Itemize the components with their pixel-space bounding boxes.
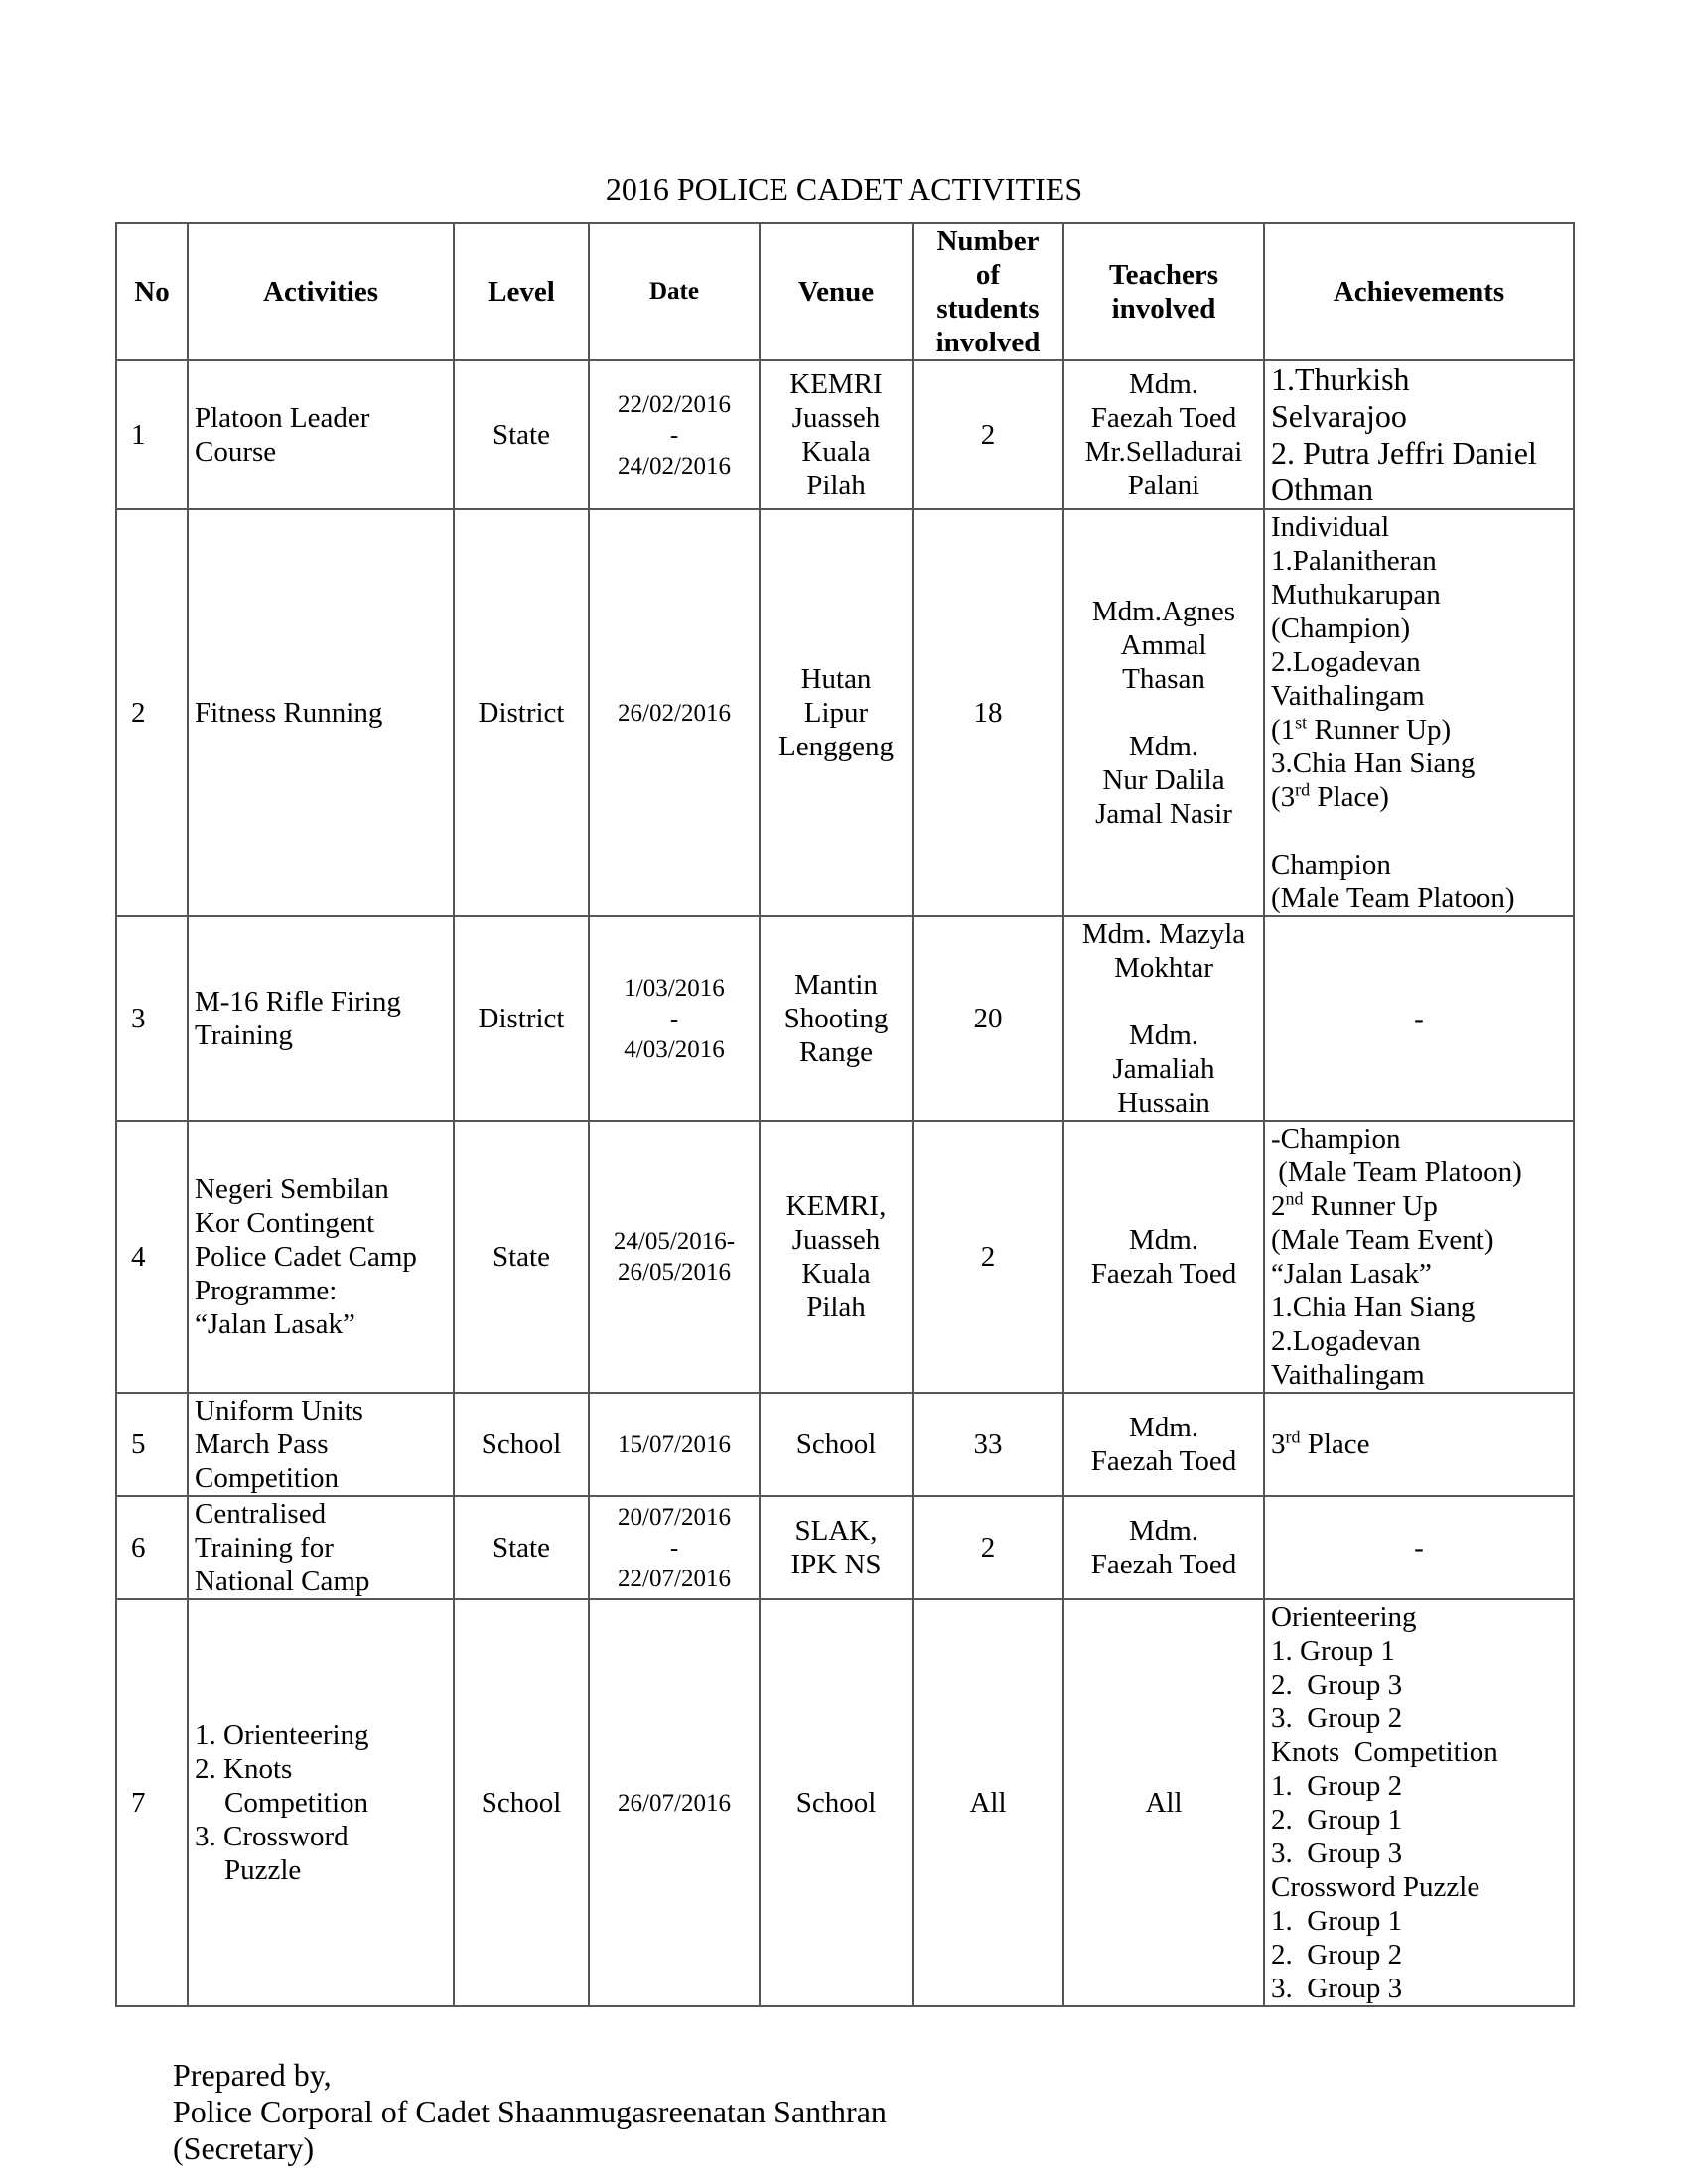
cell-students: All bbox=[913, 1599, 1063, 2006]
cell-no: 2 bbox=[116, 509, 188, 916]
date-line: 22/02/2016 bbox=[618, 390, 731, 418]
teacher-line: Jamal Nasir bbox=[1095, 798, 1232, 830]
cell-students: 2 bbox=[913, 360, 1063, 509]
activity-line: Negeri Sembilan bbox=[195, 1173, 389, 1205]
teacher-line: Mokhtar bbox=[1114, 952, 1213, 984]
venue-line: Kuala bbox=[801, 436, 871, 468]
cell-level: School bbox=[454, 1393, 589, 1496]
teacher-line: Thasan bbox=[1122, 663, 1205, 695]
cell-date bbox=[589, 1121, 760, 1393]
achievement-line: 2. Group 3 bbox=[1271, 1669, 1403, 1701]
cell-venue bbox=[760, 1599, 913, 2006]
teacher-line: Faezah Toed bbox=[1090, 402, 1237, 434]
achievement-line: (Male Team Platoon) bbox=[1271, 883, 1515, 914]
activity-line: Competition bbox=[224, 1787, 368, 1819]
cell-teachers bbox=[1063, 1121, 1264, 1393]
table-row bbox=[116, 1599, 1574, 2006]
header-students-line: Number bbox=[936, 225, 1040, 257]
date-line: - bbox=[669, 421, 679, 449]
venue-line: Mantin bbox=[794, 969, 878, 1001]
cell-venue bbox=[760, 360, 913, 509]
teacher-line: Nur Dalila bbox=[1102, 764, 1225, 796]
preparer-name: Police Corporal of Cadet Shaanmugasreenatan Santhran bbox=[173, 2094, 887, 2129]
teacher-line: Faezah Toed bbox=[1090, 1258, 1237, 1290]
table-row bbox=[116, 916, 1574, 1121]
cell-teachers bbox=[1063, 1496, 1264, 1599]
achievement-line: (Male Team Platoon) bbox=[1271, 1157, 1522, 1188]
activity-line: Fitness Running bbox=[195, 697, 383, 729]
cell-date bbox=[589, 509, 760, 916]
header-activities: Activities bbox=[188, 223, 454, 360]
teacher-line: Mdm. bbox=[1128, 1515, 1199, 1547]
cell-venue bbox=[760, 1496, 913, 1599]
cell-students: 33 bbox=[913, 1393, 1063, 1496]
date-line: 26/07/2016 bbox=[618, 1789, 731, 1817]
teacher-line: Ammal bbox=[1120, 629, 1207, 661]
activity-line: Police Cadet Camp bbox=[195, 1241, 417, 1273]
cell-level: State bbox=[454, 1496, 589, 1599]
header-students-line: involved bbox=[935, 327, 1041, 358]
teacher-line: Mr.Selladurai bbox=[1084, 436, 1243, 468]
venue-line: Juasseh bbox=[791, 402, 881, 434]
cell-level: State bbox=[454, 1121, 589, 1393]
venue-line: Pilah bbox=[806, 470, 866, 501]
venue-line: KEMRI bbox=[789, 368, 883, 400]
activity-line: Centralised bbox=[195, 1498, 327, 1530]
activity-line: 3. Crossword bbox=[195, 1821, 349, 1852]
header-students bbox=[913, 223, 1063, 360]
cell-achievements bbox=[1264, 1393, 1574, 1496]
venue-line: Pilah bbox=[806, 1292, 866, 1323]
cell-date bbox=[589, 1393, 760, 1496]
teacher-line: Mdm. bbox=[1128, 1020, 1199, 1051]
cell-activities bbox=[188, 509, 454, 916]
achievement-line: 3. Group 2 bbox=[1271, 1703, 1403, 1734]
cell-teachers bbox=[1063, 916, 1264, 1121]
cell-no: 1 bbox=[116, 360, 188, 509]
header-level: Level bbox=[454, 223, 589, 360]
table-row bbox=[116, 509, 1574, 916]
cell-level: District bbox=[454, 509, 589, 916]
activity-line: March Pass bbox=[195, 1429, 329, 1460]
achievement-line bbox=[1271, 814, 1567, 848]
date-line: 24/02/2016 bbox=[618, 452, 731, 479]
prepared-by-label: Prepared by, bbox=[173, 2057, 332, 2093]
header-teachers bbox=[1063, 223, 1264, 360]
activity-line: Platoon Leader bbox=[195, 402, 370, 434]
teacher-line: Mdm.Agnes bbox=[1091, 596, 1236, 627]
activity-line: Puzzle bbox=[224, 1854, 302, 1886]
venue-line: School bbox=[795, 1429, 877, 1460]
venue-line: Shooting bbox=[783, 1003, 889, 1034]
activity-line: Uniform Units bbox=[195, 1395, 363, 1427]
achievement-line: 2. Group 1 bbox=[1271, 1804, 1403, 1836]
achievement-line: 3.Chia Han Siang bbox=[1271, 748, 1476, 779]
achievement-line: 3. Group 3 bbox=[1271, 1838, 1403, 1869]
header-students-line: of bbox=[975, 259, 1001, 291]
cell-no: 6 bbox=[116, 1496, 188, 1599]
cell-level: District bbox=[454, 916, 589, 1121]
achievement-line: 3rd Place bbox=[1271, 1427, 1370, 1460]
cell-date bbox=[589, 1496, 760, 1599]
preparer-role: (Secretary) bbox=[173, 2130, 315, 2166]
achievement-line: “Jalan Lasak” bbox=[1271, 1258, 1432, 1290]
achievement-line: 2. Group 2 bbox=[1271, 1939, 1403, 1971]
teacher-line bbox=[1070, 696, 1257, 730]
achievement-line: Muthukarupan bbox=[1271, 579, 1441, 611]
teacher-line: All bbox=[1145, 1787, 1183, 1819]
achievement-line: (3rd Place) bbox=[1271, 779, 1389, 813]
page-title: 2016 POLICE CADET ACTIVITIES bbox=[605, 171, 1083, 206]
teacher-line: Palani bbox=[1127, 470, 1200, 501]
activity-line: Competition bbox=[195, 1462, 339, 1494]
achievement-line: Selvarajoo bbox=[1271, 398, 1407, 434]
achievement-line: 1.Thurkish bbox=[1271, 361, 1410, 397]
cell-students: 2 bbox=[913, 1121, 1063, 1393]
teacher-line: Mdm. Mazyla bbox=[1081, 918, 1246, 950]
achievement-line: 2nd Runner Up bbox=[1271, 1188, 1438, 1222]
date-line: 15/07/2016 bbox=[618, 1431, 731, 1458]
venue-line: Hutan bbox=[800, 663, 872, 695]
venue-line: Lenggeng bbox=[778, 731, 894, 762]
cell-students: 2 bbox=[913, 1496, 1063, 1599]
date-line: 1/03/2016 bbox=[624, 974, 725, 1002]
date-line: 26/02/2016 bbox=[618, 699, 731, 727]
venue-line: Juasseh bbox=[791, 1224, 881, 1256]
achievement-line: Vaithalingam bbox=[1271, 680, 1425, 712]
activity-line: “Jalan Lasak” bbox=[195, 1308, 355, 1340]
cell-date bbox=[589, 1599, 760, 2006]
achievement-line: 3. Group 3 bbox=[1271, 1973, 1403, 2004]
achievement-line: Vaithalingam bbox=[1271, 1359, 1425, 1391]
table-row bbox=[116, 1121, 1574, 1393]
date-line: - bbox=[669, 1005, 679, 1032]
header-venue: Venue bbox=[760, 223, 913, 360]
teacher-line: Mdm. bbox=[1128, 368, 1199, 400]
cell-date bbox=[589, 360, 760, 509]
activity-line: Programme: bbox=[195, 1275, 338, 1306]
cell-venue bbox=[760, 1393, 913, 1496]
achievement-line: Othman bbox=[1271, 472, 1374, 507]
teacher-line: Mdm. bbox=[1128, 1412, 1199, 1443]
header-students-line: students bbox=[936, 293, 1040, 325]
venue-line: Lipur bbox=[803, 697, 869, 729]
activities-table bbox=[115, 222, 1575, 2007]
table-row bbox=[116, 1496, 1574, 1599]
cell-no: 4 bbox=[116, 1121, 188, 1393]
teacher-line: Jamaliah bbox=[1112, 1053, 1215, 1085]
achievement-line: (Male Team Event) bbox=[1271, 1224, 1494, 1256]
teacher-line: Mdm. bbox=[1128, 731, 1199, 762]
cell-level: State bbox=[454, 360, 589, 509]
activity-line: Training for bbox=[195, 1532, 334, 1564]
date-line: - bbox=[669, 1534, 679, 1562]
header-no: No bbox=[116, 223, 188, 360]
venue-line: KEMRI, bbox=[785, 1190, 887, 1222]
cell-activities bbox=[188, 1599, 454, 2006]
activity-line: Kor Contingent bbox=[195, 1207, 375, 1239]
cell-teachers bbox=[1063, 1393, 1264, 1496]
cell-achievements bbox=[1264, 1599, 1574, 2006]
cell-no: 3 bbox=[116, 916, 188, 1121]
cell-date bbox=[589, 916, 760, 1121]
achievement-line: Individual bbox=[1271, 511, 1390, 543]
cell-activities bbox=[188, 360, 454, 509]
cell-activities bbox=[188, 916, 454, 1121]
cell-achievements bbox=[1264, 360, 1574, 509]
cell-activities bbox=[188, 1393, 454, 1496]
achievement-line: -Champion bbox=[1271, 1123, 1401, 1155]
date-line: 26/05/2016 bbox=[618, 1259, 731, 1286]
cell-teachers bbox=[1063, 1599, 1264, 2006]
achievement-line: (Champion) bbox=[1271, 613, 1411, 644]
achievement-line: Knots Competition bbox=[1271, 1736, 1498, 1768]
venue-line: School bbox=[795, 1787, 877, 1819]
venue-line: IPK NS bbox=[790, 1549, 882, 1580]
cell-achievements: - bbox=[1264, 1496, 1574, 1599]
teacher-line: Faezah Toed bbox=[1090, 1445, 1237, 1477]
prepared-by-block bbox=[173, 2057, 887, 2167]
teacher-line: Hussain bbox=[1117, 1087, 1210, 1119]
cell-students: 20 bbox=[913, 916, 1063, 1121]
cell-no: 5 bbox=[116, 1393, 188, 1496]
cell-achievements bbox=[1264, 509, 1574, 916]
activity-line: 2. Knots bbox=[195, 1753, 293, 1785]
header-date: Date bbox=[589, 223, 760, 360]
achievement-line: Crossword Puzzle bbox=[1271, 1871, 1480, 1903]
venue-line: SLAK, bbox=[794, 1515, 878, 1547]
cell-level: School bbox=[454, 1599, 589, 2006]
header-achievements: Achievements bbox=[1264, 223, 1574, 360]
achievement-line: (1st Runner Up) bbox=[1271, 712, 1452, 746]
achievement-line: Champion bbox=[1271, 849, 1391, 881]
teacher-line bbox=[1070, 985, 1257, 1019]
achievement-line: 2.Logadevan bbox=[1271, 646, 1421, 678]
cell-teachers bbox=[1063, 509, 1264, 916]
date-line: 22/07/2016 bbox=[618, 1565, 731, 1592]
date-line: 20/07/2016 bbox=[618, 1503, 731, 1531]
achievement-line: Orienteering bbox=[1271, 1601, 1417, 1633]
cell-activities bbox=[188, 1496, 454, 1599]
header-row bbox=[116, 223, 1574, 360]
activity-line: M-16 Rifle Firing bbox=[195, 986, 401, 1018]
table-row bbox=[116, 1393, 1574, 1496]
achievement-line: 2.Logadevan bbox=[1271, 1325, 1421, 1357]
achievement-line: 1. Group 2 bbox=[1271, 1770, 1403, 1802]
teacher-line: Faezah Toed bbox=[1090, 1549, 1237, 1580]
activity-line: National Camp bbox=[195, 1566, 370, 1597]
header-teachers-line: Teachers bbox=[1108, 259, 1219, 291]
venue-line: Range bbox=[798, 1036, 874, 1068]
cell-no: 7 bbox=[116, 1599, 188, 2006]
date-line: 4/03/2016 bbox=[624, 1035, 725, 1063]
cell-teachers bbox=[1063, 360, 1264, 509]
cell-students: 18 bbox=[913, 509, 1063, 916]
venue-line: Kuala bbox=[801, 1258, 871, 1290]
cell-achievements bbox=[1264, 1121, 1574, 1393]
activity-line: 1. Orienteering bbox=[195, 1719, 369, 1751]
achievement-line: 1.Palanitheran bbox=[1271, 545, 1437, 577]
cell-venue bbox=[760, 1121, 913, 1393]
achievement-line: 1. Group 1 bbox=[1271, 1635, 1395, 1667]
cell-venue bbox=[760, 509, 913, 916]
cell-venue bbox=[760, 916, 913, 1121]
activity-line: Training bbox=[195, 1020, 293, 1051]
cell-activities bbox=[188, 1121, 454, 1393]
table-row bbox=[116, 360, 1574, 509]
header-teachers-line: involved bbox=[1111, 293, 1216, 325]
teacher-line: Mdm. bbox=[1128, 1224, 1199, 1256]
activity-line: Course bbox=[195, 436, 277, 468]
achievement-line: 2. Putra Jeffri Daniel bbox=[1271, 435, 1537, 471]
achievement-line: 1. Group 1 bbox=[1271, 1905, 1403, 1937]
date-line: 24/05/2016- bbox=[613, 1228, 736, 1255]
achievement-line: 1.Chia Han Siang bbox=[1271, 1292, 1476, 1323]
cell-achievements: - bbox=[1264, 916, 1574, 1121]
